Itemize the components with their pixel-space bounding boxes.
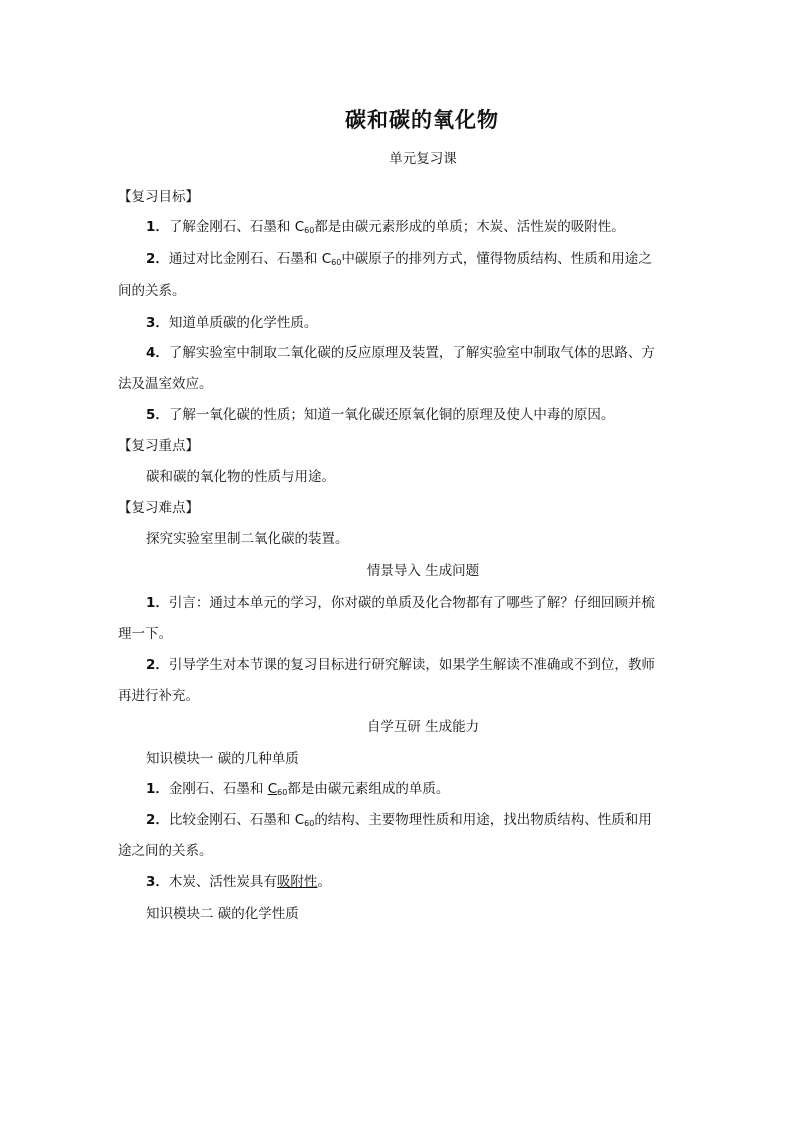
section1-heading: 情景导入 生成问题 <box>366 563 480 579</box>
intro-item-2: 2．引导学生对本节课的复习目标进行研究解读，如果学生解读不准确或不到位，教师 <box>146 657 655 673</box>
goal-item-2-cont: 间的关系。 <box>118 283 186 299</box>
module-1-heading: 知识模块一 碳的几种单质 <box>146 751 299 767</box>
module-1-item-2-cont: 途之间的关系。 <box>118 843 213 859</box>
focus-heading: 【复习重点】 <box>118 438 199 454</box>
intro-item-2-cont: 再进行补充。 <box>118 688 199 704</box>
page-title: 碳和碳的氧化物 <box>345 108 499 132</box>
module-1-item-1: 1．金刚石、石墨和 $C_{60}$都是由碳元素组成的单质。 <box>146 781 450 797</box>
module-1-item-3: 3．木炭、活性炭具有吸附性。 <box>146 874 331 890</box>
difficulty-text: 探究实验室里制二氧化碳的装置。 <box>146 531 349 547</box>
underlined-term: 吸附性 <box>276 874 318 890</box>
goal-item-3: 3．知道单质碳的化学性质。 <box>146 315 318 331</box>
module-2-heading: 知识模块二 碳的化学性质 <box>146 906 299 922</box>
focus-text: 碳和碳的氧化物的性质与用途。 <box>146 469 335 485</box>
goals-heading: 【复习目标】 <box>118 189 199 205</box>
difficulty-heading: 【复习难点】 <box>118 500 199 516</box>
goal-item-1: 1．了解金刚石、石墨和 $C_{60}$都是由碳元素形成的单质；木炭、活性炭的吸附性。 <box>146 219 625 235</box>
section2-heading: 自学互研 生成能力 <box>366 719 480 735</box>
module-1-item-2: 2．比较金刚石、石墨和 $C_{60}$的结构、主要物理性质和用途，找出物质结构、性质和用 <box>146 812 652 828</box>
intro-item-1: 1．引言：通过本单元的学习，你对碳的单质及化合物都有了哪些了解？仔细回顾并梳 <box>146 595 655 611</box>
goal-item-2: 2．通过对比金刚石、石墨和 $C_{60}$中碳原子的排列方式，懂得物质结构、性质和用途之 <box>146 251 652 267</box>
goal-item-4-cont: 法及温室效应。 <box>118 376 213 392</box>
underlined-formula: $C_{60}$ <box>267 781 288 797</box>
intro-item-1-cont: 理一下。 <box>118 626 172 642</box>
subtitle: 单元复习课 <box>389 151 457 167</box>
goal-item-5: 5．了解一氧化碳的性质；知道一氧化碳还原氧化铜的原理及使人中毒的原因。 <box>146 407 615 423</box>
goal-item-4: 4．了解实验室中制取二氧化碳的反应原理及装置，了解实验室中制取气体的思路、方 <box>146 345 655 361</box>
